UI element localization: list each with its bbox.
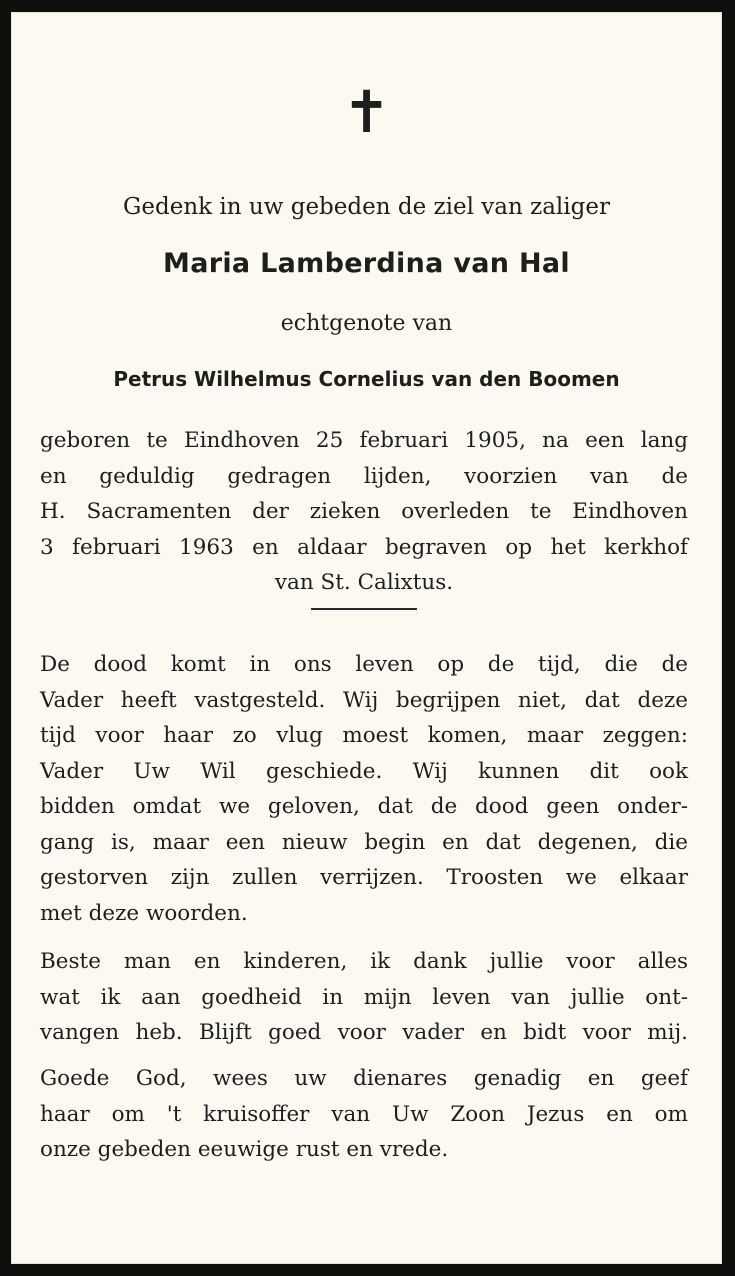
paragraph-line: onze gebeden eeuwige rust en vrede.	[40, 1137, 449, 1162]
divider-rule	[311, 608, 417, 610]
intro-line: Gedenk in uw gebeden de ziel van zaliger	[123, 194, 610, 220]
biography	[40, 423, 688, 601]
deceased-name: Maria Lamberdina van Hal	[163, 248, 570, 279]
memorial-card	[11, 12, 722, 1264]
biography-line: geboren te Eindhoven 25 februari 1905, na een lang	[40, 428, 688, 453]
biography-line: 3 februari 1963 en aldaar begraven op het kerkhof	[40, 534, 688, 560]
paragraph-line: Vader Uw Wil geschiede. Wij kunnen dit ook	[40, 758, 688, 784]
paragraph-line: vangen heb. Blijft goed voor vader en bidt voor mij.	[40, 1020, 688, 1045]
cross-icon: ✝	[342, 78, 391, 146]
paragraph-line: Beste man en kinderen, ik dank jullie voor alles	[40, 949, 688, 974]
paragraph-line: haar om 't kruisoffer van Uw Zoon Jezus en om	[40, 1101, 688, 1127]
paragraph-prayer	[40, 1061, 688, 1168]
spouse-name: Petrus Wilhelmus Cornelius van den Boomen	[113, 367, 620, 391]
spouse-intro: echtgenote van	[280, 311, 453, 336]
paragraph-line: Vader heeft vastgesteld. Wij begrijpen niet, dat deze	[40, 687, 688, 713]
paragraph-farewell	[40, 944, 688, 1051]
paragraph-line: De dood komt in ons leven op de tijd, die de	[40, 652, 688, 677]
biography-line: van St. Calixtus.	[274, 570, 454, 595]
paragraph-line: bidden omdat we geloven, dat de dood geen onder-	[40, 794, 688, 819]
paragraph-line: gestorven zijn zullen verrijzen. Troosten we elkaar	[40, 865, 688, 890]
biography-line: H. Sacramenten der zieken overleden te Eindhoven	[40, 499, 688, 524]
paragraph-line: gang is, maar een nieuw begin en dat degenen, die	[40, 829, 688, 855]
paragraph-line: wat ik aan goedheid in mijn leven van jullie ont-	[40, 984, 688, 1010]
paragraph-reflection	[40, 647, 688, 931]
paragraph-line: tijd voor haar zo vlug moest komen, maar zeggen:	[40, 723, 688, 748]
paragraph-line: met deze woorden.	[40, 900, 248, 926]
biography-line: en geduldig gedragen lijden, voorzien van de	[40, 463, 688, 489]
paragraph-line: Goede God, wees uw dienares genadig en geef	[40, 1066, 688, 1091]
